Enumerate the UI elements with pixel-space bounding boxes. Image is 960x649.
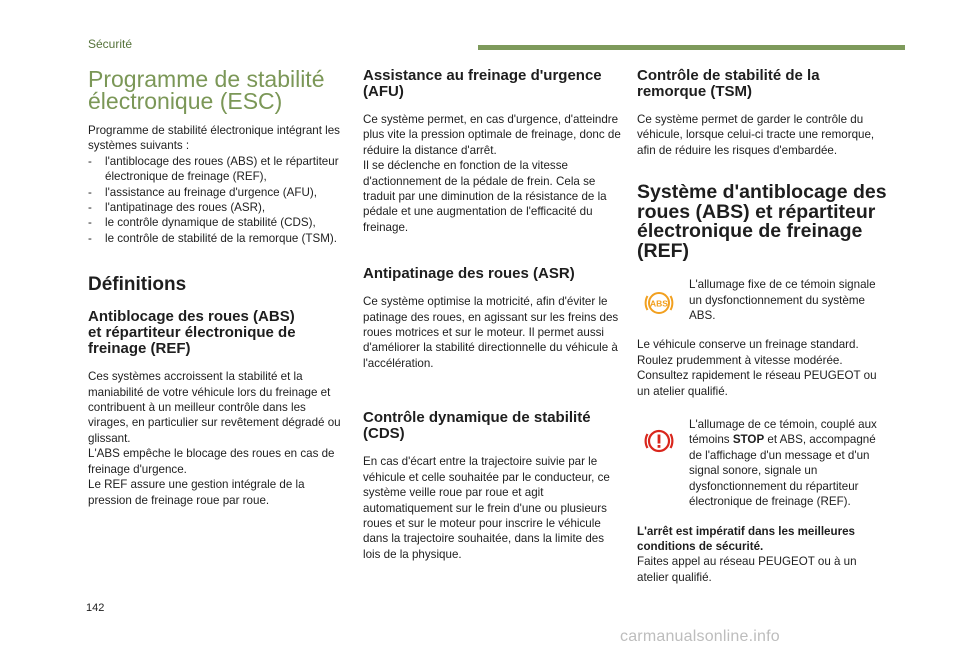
- intro-text: Programme de stabilité électronique intégrant les systèmes suivants :: [88, 124, 340, 153]
- abs-warning-icon: [643, 287, 675, 319]
- asr-paragraph: Ce système optimise la motricité, afin d'éviter le patinage des roues, en agissant sur les freins des roues motrices et sur le moteur. Il permet aussi d'améliorer la stabilité directionnelle du véhicule à l'accélération.: [363, 295, 619, 370]
- ref-warning-instruction: L'arrêt est impératif dans les meilleures conditions de sécurité.: [637, 524, 855, 553]
- column-3: [637, 68, 889, 585]
- cds-paragraph: En cas d'écart entre la trajectoire suivie par le véhicule et celle souhaitée par le conducteur, ce système veille roue par roue et agit automatiquement sur le frein d'une ou plusieurs roues et sur le moteur pour inscrire le véhicule dans la trajectoire souhaitée, dans la limite des lois de la physique.: [363, 455, 610, 561]
- abs-warning-followup: Le véhicule conserve un freinage standard. Roulez prudemment à vitesse modérée. Consultez rapidement le réseau PEUGEOT ou un atelier qualifié.: [637, 338, 877, 398]
- afu-paragraph-1: Ce système permet, en cas d'urgence, d'atteindre plus vite la pression optimale de freinage, donc de réduire la distance d'arrêt.: [363, 113, 621, 157]
- list-item: - le contrôle de stabilité de la remorque (TSM).: [88, 231, 346, 246]
- abs-warning-block: [637, 277, 889, 323]
- afu-heading: Assistance au freinage d'urgence (AFU): [363, 67, 602, 100]
- column-2: [363, 68, 621, 562]
- cds-heading: Contrôle dynamique de stabilité (CDS): [363, 409, 591, 443]
- ref-warning-text: L'allumage de ce témoin, couplé aux témoins STOP et ABS, accompagné de l'affichage d'un message et d'un signal sonore, signale un dysfonctionnement du répartiteur électronique de freinage (REF).: [689, 418, 877, 509]
- column-1: [88, 62, 346, 508]
- list-item: - l'antipatinage des roues (ASR),: [88, 200, 346, 215]
- abs-ref-paragraph-2: L'ABS empêche le blocage des roues en cas de freinage d'urgence.: [88, 447, 335, 476]
- asr-heading: Antipatinage des roues (ASR): [363, 265, 575, 283]
- tsm-heading: Contrôle de stabilité de la remorque (TSM): [637, 67, 820, 100]
- svg-text:ABS: ABS: [650, 298, 668, 309]
- watermark: carmanualsonline.info: [620, 628, 780, 645]
- brake-warning-icon: [643, 425, 675, 457]
- section-header: Sécurité: [88, 37, 133, 51]
- header-rule: [478, 45, 905, 50]
- page-title: Programme de stabilité électronique (ESC): [88, 66, 325, 114]
- list-item: - l'antiblocage des roues (ABS) et le répartiteur électronique de freinage (REF),: [88, 154, 346, 185]
- abs-warning-text: L'allumage fixe de ce témoin signale un dysfonctionnement du système ABS.: [689, 278, 876, 323]
- list-item: - l'assistance au freinage d'urgence (AFU),: [88, 185, 346, 200]
- tsm-paragraph: Ce système permet de garder le contrôle du véhicule, lorsque celui-ci tracte une remorque, afin de réduire les risques d'embardée.: [637, 113, 875, 157]
- abs-ref-heading: Antiblocage des roues (ABS) et répartiteur électronique de freinage (REF): [88, 308, 296, 358]
- abs-ref-paragraph-1: Ces systèmes accroissent la stabilité et la maniabilité de votre véhicule lors du freinage et contribuent à un meilleur contrôle dans les virages, en particulier sur revêtement dégradé ou glissant.: [88, 370, 341, 445]
- definitions-heading: Définitions: [88, 274, 187, 296]
- ref-warning-block: [637, 417, 889, 509]
- page-number: 142: [86, 602, 105, 614]
- afu-paragraph-2: Il se déclenche en fonction de la vitesse d'actionnement de la pédale de frein. Cela se traduit par une diminution de la résistance de la pédale et une augmentation de l'efficacité du freinage.: [363, 159, 607, 234]
- ref-warning-followup: Faites appel au réseau PEUGEOT ou à un atelier qualifié.: [637, 555, 857, 584]
- abs-ref-paragraph-3: Le REF assure une gestion intégrale de la pression de freinage roue par roue.: [88, 478, 305, 507]
- systems-list: [88, 154, 346, 246]
- list-item: - le contrôle dynamique de stabilité (CDS),: [88, 215, 346, 230]
- abs-ref-system-heading: Système d'antiblocage des roues (ABS) et répartiteur électronique de freinage (REF): [637, 181, 887, 262]
